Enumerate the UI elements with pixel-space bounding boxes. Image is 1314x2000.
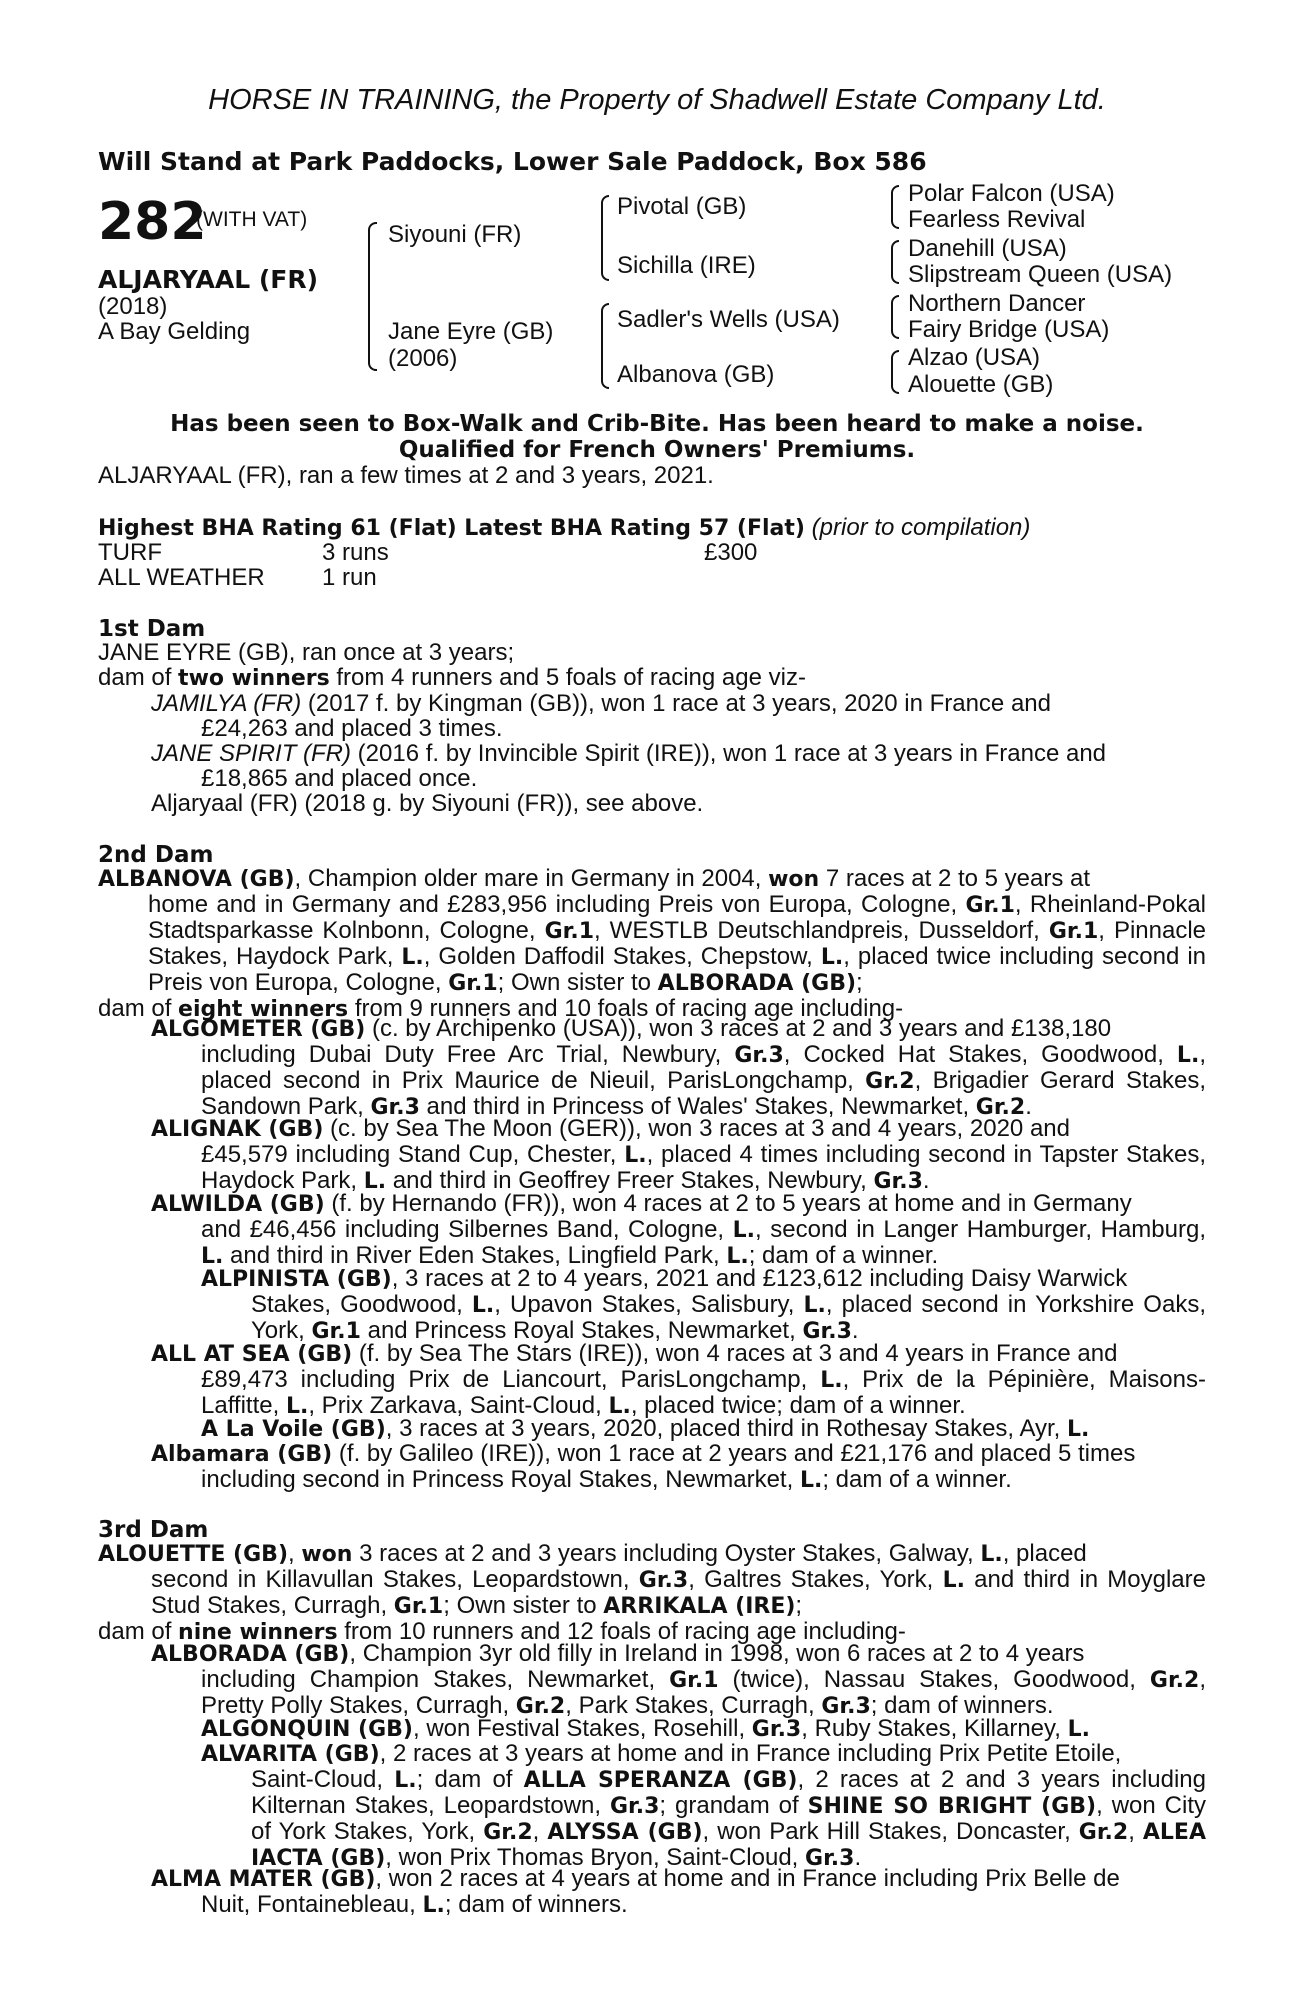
progeny-alvarita: ALVARITA (GB), 2 races at 3 years at home and in France including Prix Petite Etoile, Saint-Cloud, L.; dam of ALLA SPERANZA (GB), 2 races at 2 and 3 years including Kilternan Stakes, Leopardstown, Gr.3; grandam of SHINE SO BRIGHT (GB), won City of York Stakes, York, Gr.2, ALYSSA (GB), won Park Hill Stakes, Doncaster, Gr.2, ALEA IACTA (GB), won Prix Thomas Bryon, Saint-Cloud, Gr.3. <box>201 1740 1206 1871</box>
progeny-alborada: ALBORADA (GB), Champion 3yr old filly in Ireland in 1998, won 6 races at 2 to 4 years including Champion Stakes, Newmarket, Gr.1 (twice), Nassau Stakes, Goodwood, Gr.2, Pretty Polly Stakes, Curragh, Gr.2, Park Stakes, Curragh, Gr.3; dam of winners. <box>151 1640 1206 1719</box>
pedigree-g1: Polar Falcon (USA) <box>908 180 1115 207</box>
vat-label: (WITH VAT) <box>196 208 308 231</box>
turf-runs: 3 runs <box>322 539 389 566</box>
progeny-alpinista: ALPINISTA (GB), 3 races at 2 to 4 years, 2021 and £123,612 including Daisy Warwick Stakes, Goodwood, L., Upavon Stakes, Salisbury, L., placed second in Yorkshire Oaks, York, Gr.1 and Princess Royal Stakes, Newmarket, Gr.3. <box>201 1265 1206 1344</box>
horse-name: ALJARYAAL (FR) <box>98 265 319 294</box>
pedigree-brace-3a <box>891 185 899 229</box>
pedigree-g2: Fearless Revival <box>908 206 1086 233</box>
pedigree-dam-year: (2006) <box>388 345 458 372</box>
pedigree-g8: Alouette (GB) <box>908 371 1054 398</box>
progeny-algometer: ALGOMETER (GB) (c. by Archipenko (USA)), won 3 races at 2 and 3 years and £138,180 including Dubai Duty Free Arc Trial, Newbury, Gr.3, Cocked Hat Stakes, Goodwood, L., placed second in Prix Maurice de Nieuil, ParisLongchamp, Gr.2, Brigadier Gerard Stakes, Sandown Park, Gr.3 and third in Princess of Wales' Stakes, Newmarket, Gr.2. <box>151 1015 1207 1120</box>
aw-label: ALL WEATHER <box>98 564 265 591</box>
second-dam-text: ALBANOVA (GB), Champion older mare in Germany in 2004, won 7 races at 2 to 5 years at home and in Germany and £283,956 including Preis von Europa, Cologne, Gr.1, Rheinland-Pokal Stadtsparkasse Kolnbonn, Cologne, Gr.1, WESTLB Deutschlandpreis, Dusseldorf, Gr.1, Pinnacle Stakes, Haydock Park, L., Golden Daffodil Stakes, Chepstow, L., placed twice including second in Preis von Europa, Cologne, Gr.1; Own sister to ALBORADA (GB); dam of eight winners from 9 runners and 10 foals of racing age including- <box>98 865 1207 1022</box>
progeny-alma-mater: ALMA MATER (GB), won 2 races at 4 years at home and in France including Prix Belle de Nuit, Fontainebleau, L.; dam of winners. <box>151 1865 1120 1918</box>
progeny-albamara: Albamara (GB) (f. by Galileo (IRE)), won 1 race at 2 years and £21,176 and placed 5 times including second in Princess Royal Stakes, Newmarket, L.; dam of a winner. <box>151 1440 1136 1493</box>
page-title: HORSE IN TRAINING, the Property of Shadwell Estate Company Ltd. <box>208 84 1106 116</box>
pedigree-g6: Fairy Bridge (USA) <box>908 316 1110 343</box>
vices-note: Has been seen to Box-Walk and Crib-Bite. Has been heard to make a noise. <box>170 411 1144 437</box>
pedigree-brace-3b <box>891 240 899 284</box>
progeny-all-at-sea: ALL AT SEA (GB) (f. by Sea The Stars (IRE)), won 4 races at 3 and 4 years in France and £89,473 including Prix de Liancourt, ParisLongchamp, L., Prix de la Pépinière, Maisons-Laffitte, L., Prix Zarkava, Saint-Cloud, L., placed twice; dam of a winner. <box>151 1340 1206 1419</box>
progeny-alignak: ALIGNAK (GB) (c. by Sea The Moon (GER)), won 3 races at 3 and 4 years, 2020 and £45,579 including Stand Cup, Chester, L., placed 4 times including second in Tapster Stakes, Haydock Park, L. and third in Geoffrey Freer Stakes, Newbury, Gr.3. <box>151 1115 1206 1194</box>
pedigree-g7: Alzao (USA) <box>908 344 1041 371</box>
pedigree-g3: Danehill (USA) <box>908 235 1067 262</box>
first-dam-text: JANE EYRE (GB), ran once at 3 years; dam of two winners from 4 runners and 5 foals of racing age viz- <box>98 639 806 691</box>
bha-ratings-heading: Highest BHA Rating 61 (Flat) Latest BHA Rating 57 (Flat) <box>98 516 805 541</box>
pedigree-sire: Siyouni (FR) <box>388 221 522 248</box>
aw-runs: 1 run <box>322 564 377 591</box>
pedigree-dam: Jane Eyre (GB) <box>388 318 554 345</box>
turf-label: TURF <box>98 539 162 566</box>
first-dam-heading: 1st Dam <box>98 616 206 642</box>
second-dam-heading: 2nd Dam <box>98 842 214 868</box>
pedigree-sire-dam: Sichilla (IRE) <box>617 252 756 279</box>
pedigree-dam-dam: Albanova (GB) <box>617 361 775 388</box>
pedigree-brace-3c <box>891 295 899 339</box>
third-dam-heading: 3rd Dam <box>98 1517 209 1543</box>
progeny-jamilya: JAMILYA (FR) (2017 f. by Kingman (GB)), won 1 race at 3 years, 2020 in France and £24,263 and placed 3 times. <box>151 690 1051 742</box>
pedigree-g5: Northern Dancer <box>908 290 1086 317</box>
bha-ratings <box>98 514 1030 542</box>
pedigree-brace-3d <box>891 350 899 394</box>
race-record-summary: ALJARYAAL (FR), ran a few times at 2 and 3 years, 2021. <box>98 462 714 489</box>
progeny-algonquin: ALGONQUIN (GB), won Festival Stakes, Rosehill, Gr.3, Ruby Stakes, Killarney, L. <box>201 1715 1090 1742</box>
third-dam-text: ALOUETTE (GB), won 3 races at 2 and 3 years including Oyster Stakes, Galway, L., placed second in Killavullan Stakes, Leopardstown, Gr.3, Galtres Stakes, York, L. and third in Moyglare Stud Stakes, Curragh, Gr.1; Own sister to ARRIKALA (IRE); dam of nine winners from 10 runners and 12 foals of racing age including- <box>98 1540 1206 1645</box>
pedigree-sire-sire: Pivotal (GB) <box>617 193 747 220</box>
pedigree-dam-sire: Sadler's Wells (USA) <box>617 306 840 333</box>
horse-year: (2018) <box>98 293 168 320</box>
lot-number: 282 <box>98 192 207 252</box>
bha-ratings-note: (prior to compilation) <box>811 514 1031 541</box>
turf-prize: £300 <box>704 539 758 566</box>
pedigree-brace-1 <box>368 222 377 371</box>
horse-description: A Bay Gelding <box>98 318 251 345</box>
premiums-note: Qualified for French Owners' Premiums. <box>398 437 916 463</box>
pedigree-g4: Slipstream Queen (USA) <box>908 261 1173 288</box>
pedigree-brace-2b <box>601 303 609 389</box>
stand-location: Will Stand at Park Paddocks, Lower Sale Paddock, Box 586 <box>98 147 927 176</box>
progeny-aljaryaal: Aljaryaal (FR) (2018 g. by Siyouni (FR)), see above. <box>151 790 704 817</box>
progeny-alwilda: ALWILDA (GB) (f. by Hernando (FR)), won 4 races at 2 to 5 years at home and in Germany and £46,456 including Silbernes Band, Cologne, L., second in Langer Hamburger, Hamburg, L. and third in River Eden Stakes, Lingfield Park, L.; dam of a winner. <box>151 1190 1207 1269</box>
progeny-jane-spirit: JANE SPIRIT (FR) (2016 f. by Invincible Spirit (IRE)), won 1 race at 3 years in France and £18,865 and placed once. <box>151 740 1107 792</box>
pedigree-brace-2a <box>601 195 609 281</box>
progeny-a-la-voile: A La Voile (GB), 3 races at 3 years, 2020, placed third in Rothesay Stakes, Ayr, L. <box>201 1415 1090 1442</box>
